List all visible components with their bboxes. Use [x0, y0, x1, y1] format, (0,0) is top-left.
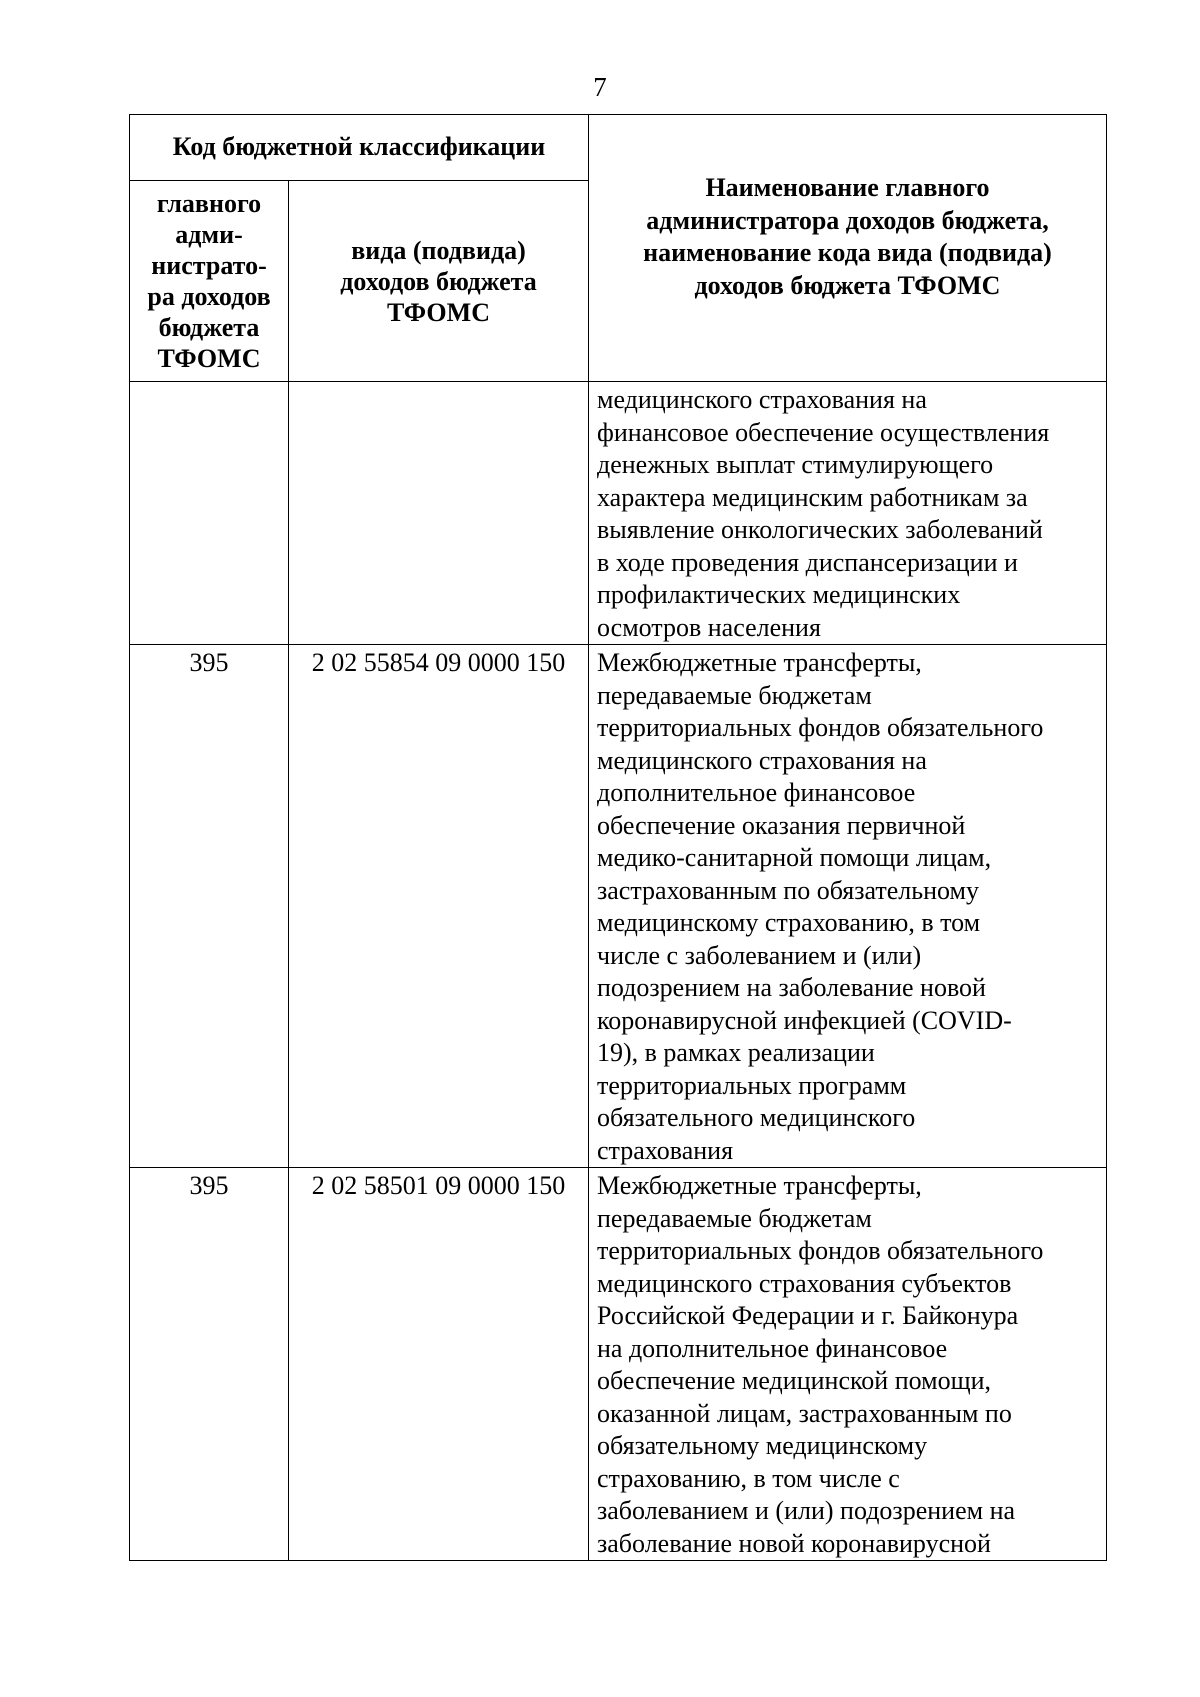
- description-line: заболеванием и (или) подозрением на: [597, 1496, 1016, 1525]
- kind-header-line: доходов бюджета: [340, 266, 537, 296]
- table-row: [130, 645, 1107, 1168]
- name-column-header-text: [603, 172, 1092, 302]
- description-line: медико-санитарной помощи лицам,: [597, 843, 992, 872]
- description-line: Межбюджетные трансферты,: [597, 648, 922, 677]
- description-line: в ходе проведения диспансеризации и: [597, 547, 1018, 577]
- description-line: передаваемые бюджетам: [597, 1203, 872, 1233]
- description-cell: [589, 382, 1107, 645]
- table-body: [130, 382, 1107, 1561]
- description-line: финансовое обеспечение осуществления: [597, 417, 1050, 447]
- kind-header-line: вида (подвида): [351, 235, 526, 265]
- table-row: [130, 1168, 1107, 1561]
- admin-header-line: адми-: [175, 220, 243, 249]
- description-line: профилактических медицинских: [597, 580, 961, 609]
- description-cell: [589, 645, 1107, 1168]
- income-kind-code-cell: 2 02 55854 09 0000 150: [289, 645, 589, 1168]
- description-line: обязательного медицинского: [597, 1103, 916, 1132]
- kind-header-line: ТФОМС: [387, 297, 490, 327]
- table-row: [130, 382, 1107, 645]
- name-header-line: доходов бюджета ТФОМС: [694, 270, 1001, 300]
- admin-code-cell: [130, 382, 289, 645]
- description-line: территориальных фондов обязательного: [597, 713, 1044, 742]
- description-line: страхованию, в том числе с: [597, 1463, 900, 1493]
- admin-header-line: ТФОМС: [157, 344, 261, 373]
- admin-header-line: главного: [156, 189, 262, 218]
- description-line: территориальных программ: [597, 1070, 907, 1100]
- description-line: Российской Федерации и г. Байконура: [597, 1301, 1019, 1330]
- description-line: выявление онкологических заболеваний: [597, 515, 1043, 544]
- description-line: денежных выплат стимулирующего: [597, 450, 994, 479]
- kbk-header: Код бюджетной классификации: [130, 115, 589, 181]
- description-line: медицинского страхования на: [597, 385, 927, 414]
- page-number: 7: [593, 72, 607, 102]
- description-line: медицинскому страхованию, в том: [597, 908, 981, 937]
- income-kind-code-cell: [289, 382, 589, 645]
- description-line: характера медицинским работникам за: [597, 482, 1028, 512]
- description-line: обеспечение оказания первичной: [597, 810, 966, 840]
- admin-header-line: ра доходов: [147, 282, 271, 311]
- description-line: коронавирусной инфекцией (COVID-: [597, 1005, 1012, 1035]
- income-kind-code-cell: 2 02 58501 09 0000 150: [289, 1168, 589, 1561]
- admin-header-line: нистрато-: [151, 251, 267, 280]
- budget-classification-table: [129, 114, 1107, 1561]
- admin-code-cell: 395: [130, 1168, 289, 1561]
- description-line: заболевание новой коронавирусной: [597, 1528, 991, 1558]
- table-header: [130, 115, 1107, 382]
- description-line: осмотров населения: [597, 612, 821, 642]
- description-line: дополнительное финансовое: [597, 778, 916, 807]
- kind-column-header: [289, 181, 589, 382]
- name-column-header: [589, 115, 1107, 382]
- description-line: обязательному медицинскому: [597, 1431, 928, 1460]
- admin-column-header: [130, 181, 289, 382]
- description-line: передаваемые бюджетам: [597, 680, 872, 710]
- description-line: обеспечение медицинской помощи,: [597, 1366, 992, 1395]
- description-line: территориальных фондов обязательного: [597, 1236, 1044, 1265]
- description-cell: [589, 1168, 1107, 1561]
- description-line: оказанной лицам, застрахованным по: [597, 1398, 1012, 1428]
- description-line: 19), в рамках реализации: [597, 1038, 875, 1067]
- description-line: застрахованным по обязательному: [597, 875, 980, 905]
- description-line: страхования: [597, 1135, 734, 1165]
- name-header-line: Наименование главного: [705, 173, 990, 202]
- description-line: медицинского страхования субъектов: [597, 1268, 1012, 1298]
- description-line: числе с заболеванием и (или): [597, 940, 922, 970]
- name-header-line: наименование кода вида (подвида): [643, 238, 1052, 267]
- description-line: Межбюджетные трансферты,: [597, 1171, 922, 1200]
- description-line: на дополнительное финансовое: [597, 1333, 948, 1363]
- description-line: медицинского страхования на: [597, 745, 927, 775]
- admin-header-line: бюджета: [158, 313, 260, 342]
- description-line: подозрением на заболевание новой: [597, 973, 986, 1002]
- name-header-line: администратора доходов бюджета,: [646, 205, 1049, 235]
- admin-code-cell: 395: [130, 645, 289, 1168]
